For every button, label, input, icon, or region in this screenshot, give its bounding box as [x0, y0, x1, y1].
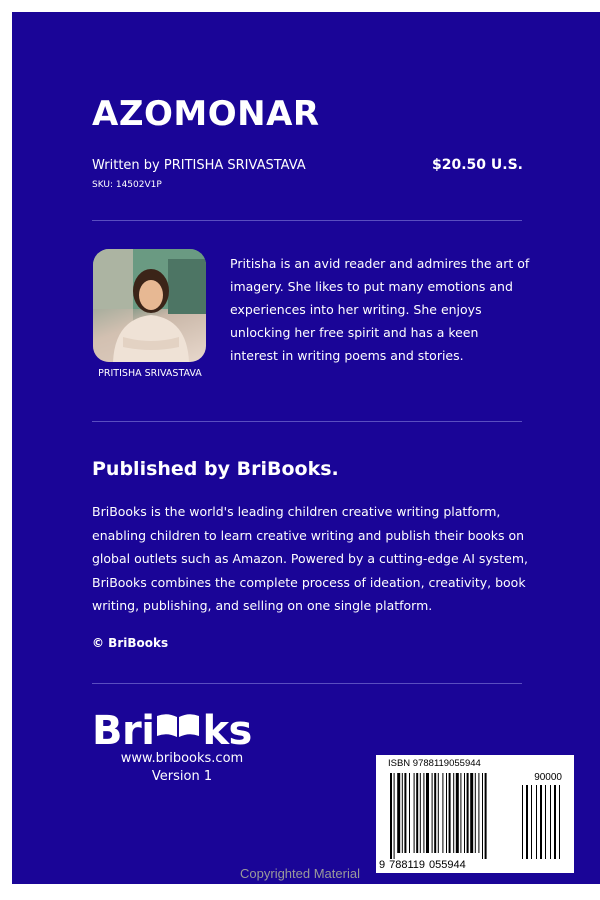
author-photo — [93, 249, 206, 362]
author-line: Written by PRITISHA SRIVASTAVA — [92, 158, 306, 173]
price: $20.50 U.S. — [432, 157, 523, 173]
photo-caption: PRITISHA SRIVASTAVA — [98, 368, 202, 379]
version-label: Version 1 — [151, 769, 213, 784]
sku: SKU: 14502V1P — [92, 180, 162, 190]
barcode-block — [376, 755, 574, 873]
barcode-icon — [376, 755, 574, 873]
divider — [92, 683, 522, 684]
back-cover — [12, 12, 600, 884]
open-book-icon — [155, 702, 201, 748]
publisher-heading: Published by BriBooks. — [92, 458, 339, 480]
watermark-bottom: Copyrighted Material — [240, 866, 360, 881]
divider — [92, 220, 522, 221]
isbn-label: ISBN 9788119055944 — [388, 758, 481, 769]
bribooks-logo — [92, 702, 282, 754]
copyright-notice: © BriBooks — [92, 636, 169, 650]
book-title: AZOMONAR — [92, 94, 320, 134]
isbn-digits: 9 788119 055944 — [379, 859, 466, 871]
publisher-description: BriBooks is the world's leading children creative writing platform, enabling children to learn creative writing and publish their books on global outlets such as Amazon. Powered by a cutting-edge AI system, BriBooks combines the complete process of ideation, creativity, book writing, publishing, and selling on one single platform. — [92, 504, 529, 613]
logo-text-end: ks — [202, 708, 252, 754]
author-bio: Pritisha is an avid reader and admires the art of imagery. She likes to put many emotions and experiences into her writing. She enjoys unlocking her free spirit and has a keen interest in writing poems and stories. — [230, 256, 530, 363]
price-code: 90000 — [534, 772, 562, 783]
divider — [92, 421, 522, 422]
logo-text-start: Bri — [92, 708, 155, 754]
website-link[interactable]: www.bribooks.com — [120, 751, 244, 766]
